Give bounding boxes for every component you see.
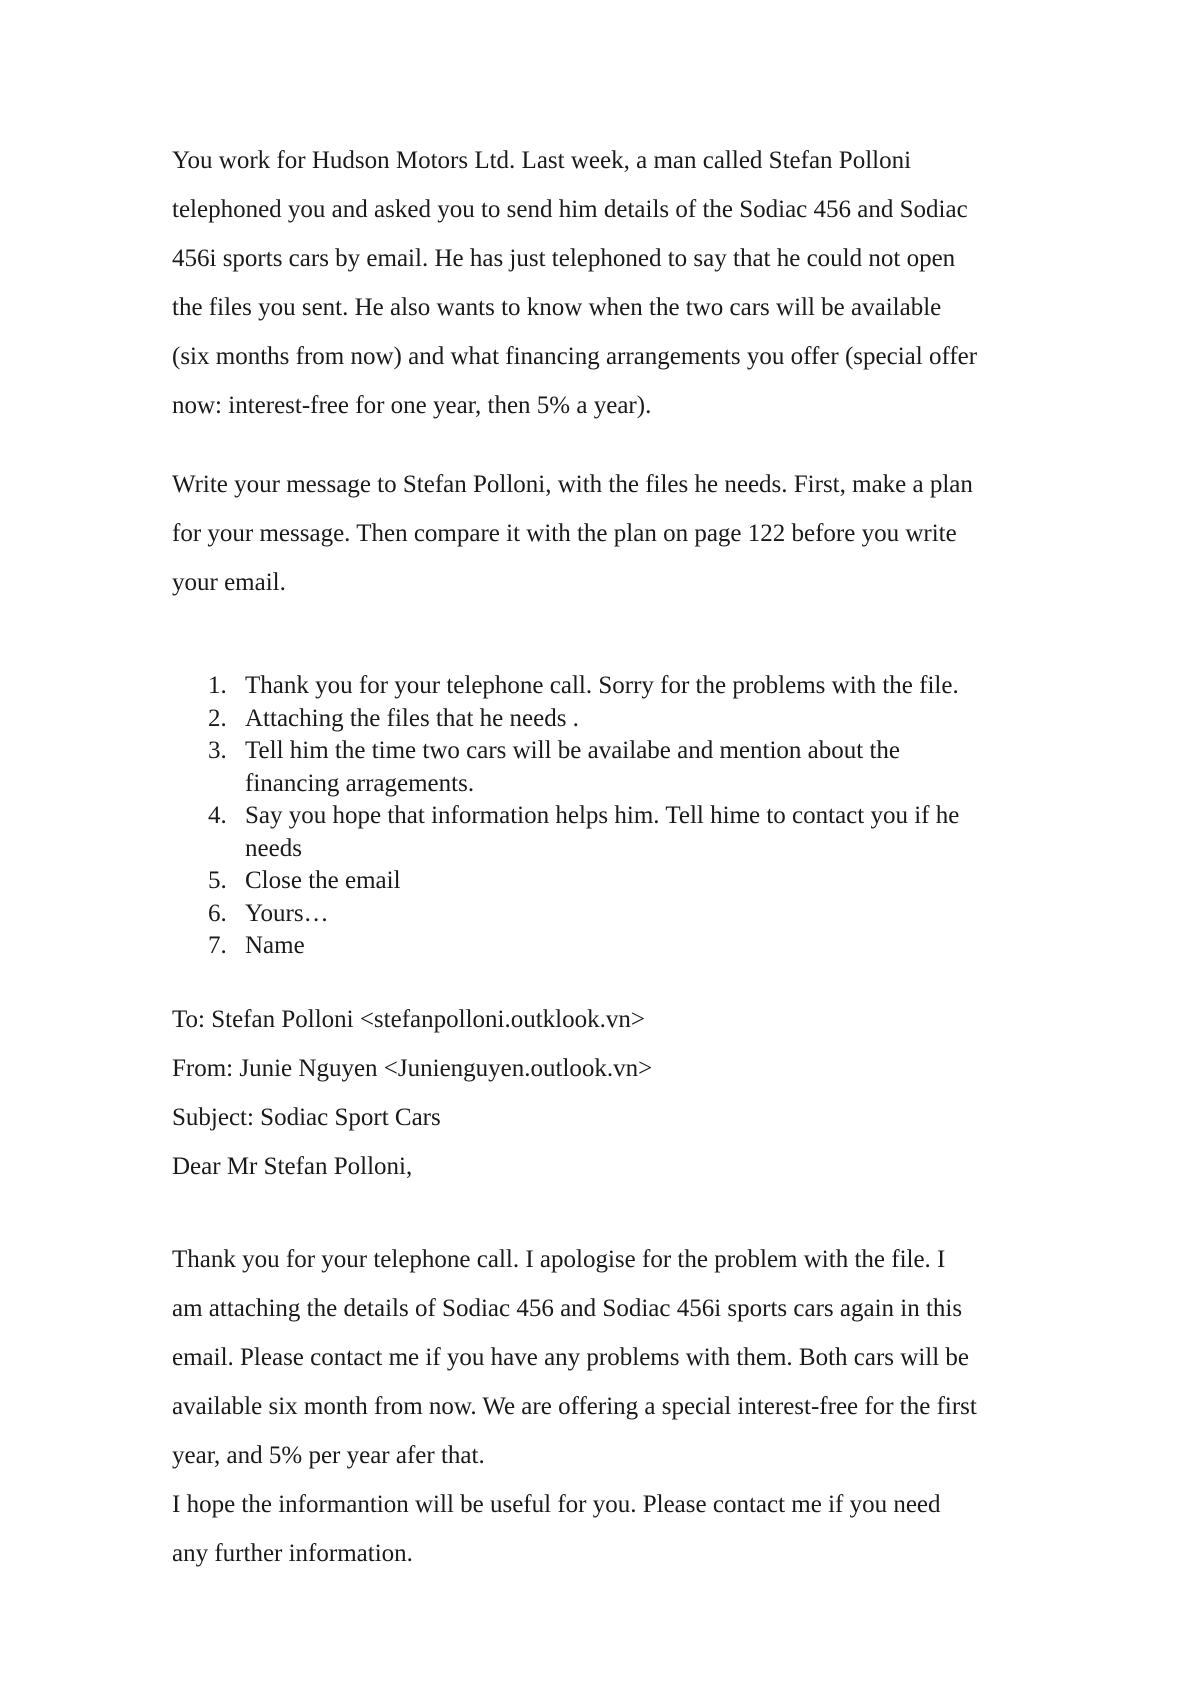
email-body-line: Thank you for your telephone call. I apologise for the problem with the file. I xyxy=(172,1246,946,1273)
list-item-number: 4. xyxy=(208,802,227,829)
email-subject-line: Subject: Sodiac Sport Cars xyxy=(172,1104,441,1131)
email-body-line: any further information. xyxy=(172,1540,413,1567)
email-body-line: email. Please contact me if you have any problems with them. Both cars will be xyxy=(172,1344,970,1371)
email-plan-list xyxy=(172,670,1102,963)
list-item-text: financing arragements. xyxy=(245,769,475,797)
email-to-line: To: Stefan Polloni <stefanpolloni.outklook.vn> xyxy=(172,1006,645,1033)
intro-line: 456i sports cars by email. He has just telephoned to say that he could not open xyxy=(172,245,956,272)
list-item-text: Yours… xyxy=(245,899,329,927)
list-item-text: Thank you for your telephone call. Sorry for the problems with the file. xyxy=(245,672,959,699)
intro-line: You work for Hudson Motors Ltd. Last week, a man called Stefan Polloni xyxy=(172,147,912,174)
list-item-text: needs xyxy=(245,834,302,862)
list-item xyxy=(172,930,1102,963)
email-headers xyxy=(172,995,1102,1191)
list-item-number: 6. xyxy=(208,899,227,927)
list-item-number: 5. xyxy=(208,867,227,894)
list-item-text: Say you hope that information helps him. Tell hime to contact you if he xyxy=(245,802,960,829)
list-item xyxy=(172,670,1102,703)
list-item xyxy=(172,865,1102,898)
list-item-number: 7. xyxy=(208,932,227,959)
task-paragraph xyxy=(172,460,1102,607)
intro-line: (six months from now) and what financing arrangements you offer (special offer xyxy=(172,343,978,370)
list-item-text: Name xyxy=(245,932,305,959)
email-body-line: I hope the informantion will be useful for you. Please contact me if you need xyxy=(172,1491,941,1518)
list-item xyxy=(172,800,1102,865)
email-body-line: year, and 5% per year afer that. xyxy=(172,1442,485,1469)
email-body-line: available six month from now. We are offering a special interest-free for the first xyxy=(172,1393,977,1420)
email-greeting: Dear Mr Stefan Polloni, xyxy=(172,1153,413,1180)
list-item-text: Attaching the files that he needs . xyxy=(245,704,579,732)
task-line: Write your message to Stefan Polloni, with the files he needs. First, make a plan xyxy=(172,471,973,498)
list-item-text: Tell him the time two cars will be availabe and mention about the xyxy=(245,737,901,764)
list-item xyxy=(172,898,1102,931)
email-from-line: From: Junie Nguyen <Junienguyen.outlook.vn> xyxy=(172,1055,653,1082)
intro-line: now: interest-free for one year, then 5% a year). xyxy=(172,392,652,419)
email-body-line: am attaching the details of Sodiac 456 and Sodiac 456i sports cars again in this xyxy=(172,1295,963,1322)
list-item xyxy=(172,703,1102,736)
list-item xyxy=(172,735,1102,800)
list-item-number: 1. xyxy=(208,672,227,699)
intro-line: telephoned you and asked you to send him details of the Sodiac 456 and Sodiac xyxy=(172,196,968,223)
list-item-number: 2. xyxy=(208,704,227,732)
list-item-number: 3. xyxy=(208,737,227,764)
list-item-text: Close the email xyxy=(245,867,401,894)
email-body xyxy=(172,1235,1102,1578)
intro-line: the files you sent. He also wants to know when the two cars will be available xyxy=(172,294,942,321)
task-line: for your message. Then compare it with the plan on page 122 before you write xyxy=(172,520,957,547)
intro-paragraph xyxy=(172,136,1102,430)
task-line: your email. xyxy=(172,569,286,596)
